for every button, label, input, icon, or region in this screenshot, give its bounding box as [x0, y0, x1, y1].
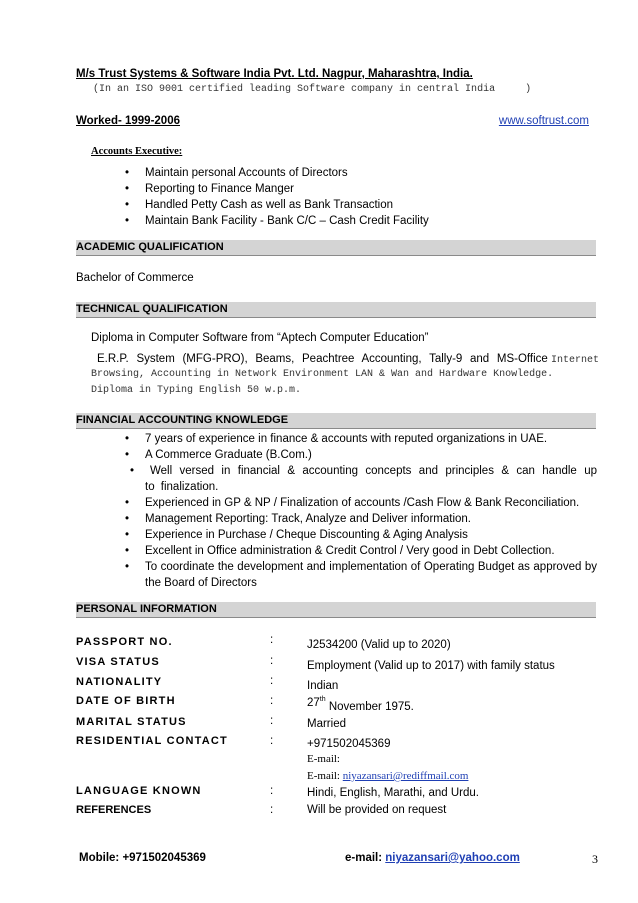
dob-day: 27	[307, 696, 320, 709]
email-label: E-mail:	[307, 753, 340, 765]
list-item: • Handled Petty Cash as well as Bank Transaction	[145, 197, 585, 213]
colon: :	[270, 634, 274, 646]
worked-period: Worked- 1999-2006	[76, 115, 180, 127]
iso-note: (In an ISO 9001 certified leading Software company in central India )	[93, 84, 532, 95]
page-number: 3	[592, 852, 598, 866]
nationality-value: Indian	[307, 680, 339, 692]
section-header-technical	[76, 302, 596, 318]
colon: :	[270, 785, 274, 797]
website-link[interactable]: www.softrust.com	[498, 115, 589, 127]
section-title: ACADEMIC QUALIFICATION	[76, 241, 224, 253]
diploma-line: Diploma in Computer Software from “Aptech Computer Education”	[91, 332, 429, 344]
colon: :	[270, 695, 274, 707]
references-label: REFERENCES	[76, 804, 152, 816]
footer-email-link[interactable]: niyazansari@yahoo.com	[385, 852, 520, 864]
marital-label: MARITAL STATUS	[76, 716, 187, 728]
section-title: PERSONAL INFORMATION	[76, 603, 217, 615]
list-item: • 7 years of experience in finance & accounts with reputed organizations in UAE.	[145, 431, 597, 447]
duties-list	[145, 165, 585, 229]
typing-line: Diploma in Typing English 50 w.p.m.	[91, 385, 302, 396]
section-header-financial	[76, 413, 596, 429]
dob-rest: November 1975.	[325, 700, 414, 713]
section-header-academic	[76, 240, 596, 256]
section-title: TECHNICAL QUALIFICATION	[76, 303, 228, 315]
list-item: • To coordinate the development and implementation of Operating Budget as approved by the Board of Directors	[145, 559, 597, 591]
contact-phone: +971502045369	[307, 738, 391, 750]
section-title: FINANCIAL ACCOUNTING KNOWLEDGE	[76, 414, 289, 426]
list-item: • Management Reporting: Track, Analyze and Deliver information.	[145, 511, 597, 527]
nationality-label: NATIONALITY	[76, 676, 163, 688]
list-item: • Experience in Purchase / Cheque Discounting & Aging Analysis	[145, 527, 597, 543]
passport-label: PASSPORT NO.	[76, 636, 173, 648]
dob-suffix: th	[319, 696, 326, 703]
list-item: • A Commerce Graduate (B.Com.)	[145, 447, 597, 463]
colon: :	[270, 655, 274, 667]
language-value: Hindi, English, Marathi, and Urdu.	[307, 787, 479, 799]
passport-value: J2534200 (Valid up to 2020)	[307, 639, 451, 651]
list-item: • Excellent in Office administration & Credit Control / Very good in Debt Collection.	[145, 543, 597, 559]
list-item: • Well versed in financial & accounting concepts and principles & can handle up to finalization.	[145, 463, 597, 495]
dob-value	[307, 696, 414, 713]
visa-label: VISA STATUS	[76, 656, 160, 668]
visa-value: Employment (Valid up to 2017) with family status	[307, 660, 555, 672]
company-name: M/s Trust Systems & Software India Pvt. Ltd. Nagpur, Maharashtra, India.	[76, 68, 473, 80]
colon: :	[270, 715, 274, 727]
list-item: • Maintain personal Accounts of Directors	[145, 165, 585, 181]
list-item: • Reporting to Finance Manger	[145, 181, 585, 197]
contact-label: RESIDENTIAL CONTACT	[76, 735, 228, 747]
role-title: Accounts Executive:	[91, 146, 183, 157]
footer-mobile: Mobile: +971502045369	[79, 852, 206, 864]
list-item: • Experienced in GP & NP / Finalization of accounts /Cash Flow & Bank Reconciliation.	[145, 495, 597, 511]
footer-email-prefix: e-mail:	[345, 852, 386, 864]
marital-value: Married	[307, 718, 346, 730]
tech-skills-text: E.R.P. System (MFG-PRO), Beams, Peachtree Accounting, Tally-9 and MS-Office	[97, 353, 548, 365]
tech-skills-line-2: Browsing, Accounting in Network Environment LAN & Wan and Hardware Knowledge.	[91, 369, 554, 380]
language-label: LANGUAGE KNOWN	[76, 785, 202, 797]
section-header-personal	[76, 602, 596, 618]
list-item: • Maintain Bank Facility - Bank C/C – Cash Credit Facility	[145, 213, 585, 229]
personal-email-link[interactable]: niyazansari@rediffmail.com	[342, 770, 469, 782]
footer-email	[345, 852, 520, 864]
references-value: Will be provided on request	[307, 804, 447, 816]
colon: :	[270, 804, 274, 816]
email-line	[307, 770, 468, 782]
financial-list	[145, 431, 597, 591]
tech-skills-line	[91, 353, 600, 366]
colon: :	[270, 735, 274, 747]
dob-label: DATE OF BIRTH	[76, 695, 176, 707]
tech-skills-mono: Internet	[551, 355, 600, 366]
email-label-2: E-mail:	[307, 770, 343, 782]
degree: Bachelor of Commerce	[76, 272, 194, 284]
colon: :	[270, 675, 274, 687]
